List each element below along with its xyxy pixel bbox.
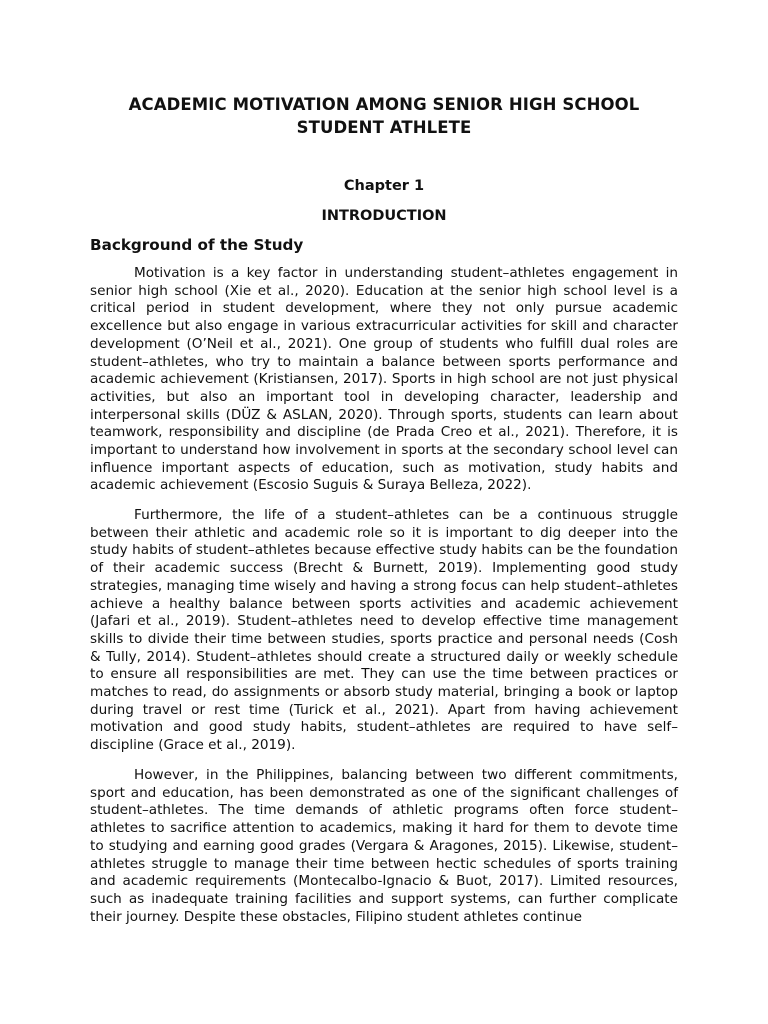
body-paragraph-3: However, in the Philippines, balancing between two different commitments, sport and education, has been demonstrated as one of the significant challenges of student–athletes. The time demands of athletic programs often force student–athletes to sacrifice attention to academics, making it hard for them to devote time to studying and earning good grades (Vergara & Aragones, 2015). Likewise, student–athletes struggle to manage their time between hectic schedules of sports training and academic requirements (Montecalbo-Ignacio & Buot, 2017). Limited resources, such as inadequate training facilities and support systems, can further complicate their journey. Despite these obstacles, Filipino student athletes continue (90, 767, 678, 925)
chapter-heading: Chapter 1 (343, 178, 425, 194)
paper-title: ACADEMIC MOTIVATION AMONG SENIOR HIGH SCHOOL STUDENT ATHLETE (128, 95, 640, 137)
subsection-heading: Background of the Study (90, 236, 304, 254)
body-paragraph-1: Motivation is a key factor in understanding student–athletes engagement in senior high school (Xie et al., 2020). Education at the senior high school level is a critical period in student development, where they not only pursue academic excellence but also engage in various extracurricular activities for skill and character development (O’Neil et al., 2021). One group of students who fulfill dual roles are student–athletes, who try to maintain a balance between sports performance and academic achievement (Kristiansen, 2017). Sports in high school are not just physical activities, but also an important tool in developing character, leadership and interpersonal skills (DÜZ & ASLAN, 2020). Through sports, students can learn about teamwork, responsibility and discipline (de Prada Creo et al., 2021). Therefore, it is important to understand how involvement in sports at the secondary school level can influence important aspects of education, such as motivation, study habits and academic achievement (Escosio Suguis & Suraya Belleza, 2022). (90, 265, 678, 494)
body-paragraph-2: Furthermore, the life of a student–athletes can be a continuous struggle between their athletic and academic role so it is important to dig deeper into the study habits of student–athletes because effective study habits can be the foundation of their academic success (Brecht & Burnett, 2019). Implementing good study strategies, managing time wisely and having a strong focus can help student–athletes achieve a healthy balance between sports activities and academic achievement (Jafari et al., 2019). Student–athletes need to develop effective time management skills to divide their time between studies, sports practice and personal needs (Cosh & Tully, 2014). Student–athletes should create a structured daily or weekly schedule to ensure all responsibilities are met. They can use the time between practices or matches to read, do assignments or absorb study material, bringing a book or laptop during travel or rest time (Turick et al., 2021). Apart from having achievement motivation and good study habits, student–athletes are required to have self–discipline (Grace et al., 2019). (90, 507, 678, 754)
section-heading-introduction: INTRODUCTION (321, 208, 447, 224)
